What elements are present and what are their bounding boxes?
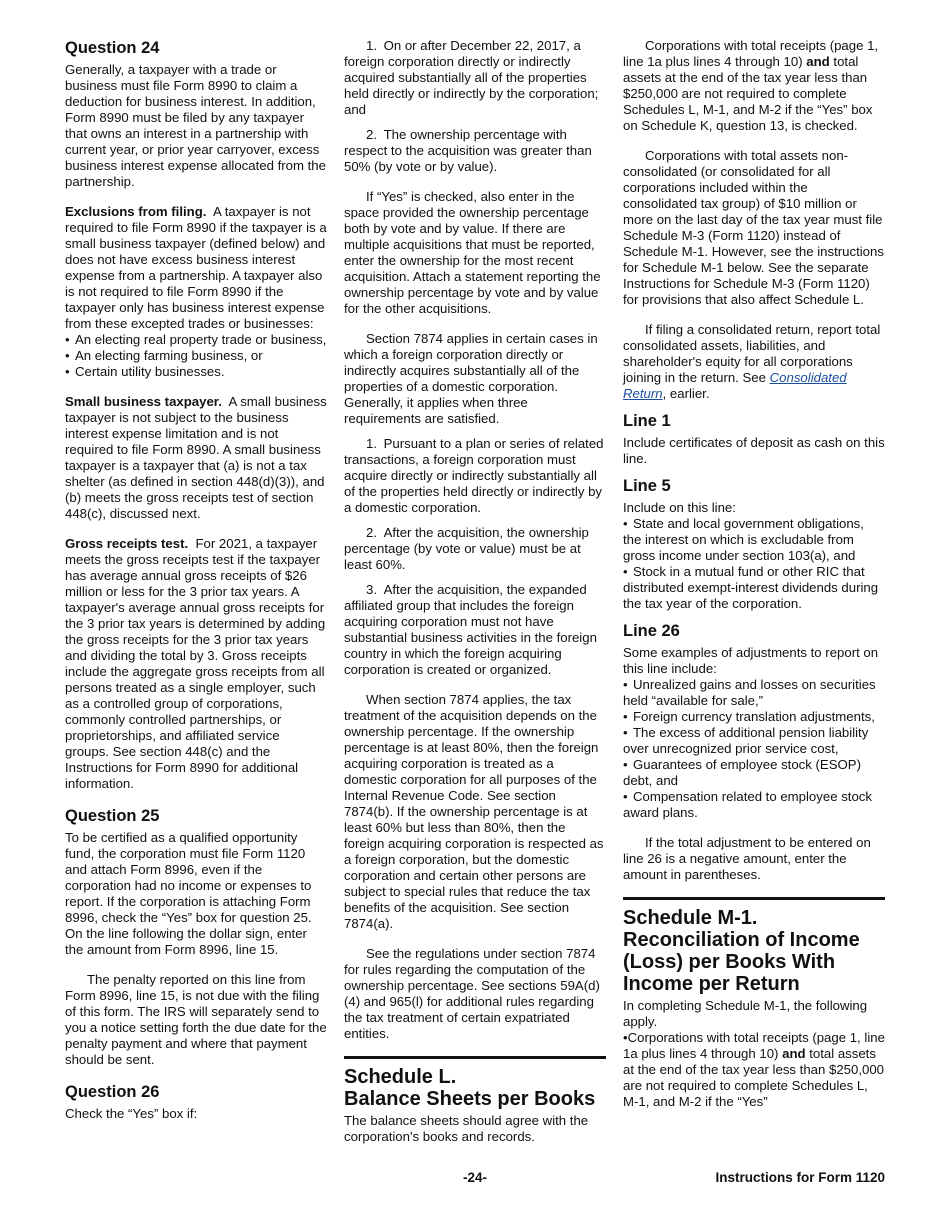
question-25-paragraph: To be certified as a qualified opportunity fund, the corporation must file Form 1120 and attach Form 8996, even if the corporation had no income or expenses to report. If the corporation is attaching Form 8996, check the “Yes” box for question 25. On the line following the dollar sign, enter the amount from Form 8996, line 15. [65,830,312,957]
column-middle [344,38,606,1154]
consolidated-return-link[interactable]: Consolidated Return [623,370,847,401]
requirement-3: 3. After the acquisition, the expanded affiliated group that includes the foreign acquiring corporation must not have substantial business activities in the foreign country in which the foreign acquiring corporation is created or organized. [344,582,597,677]
small-business-paragraph: Small business taxpayer. A small business taxpayer is not subject to the business interest expense limitation and is not required to file Form 8990. A small business taxpayer is a taxpayer that (a) is not a tax shelter (as defined in section 448(d)(3)), and (b) meets the gross receipts test of section 448(c), discussed next. [65,394,327,521]
condition-item-1: 1. On or after December 22, 2017, a foreign corporation directly or indirectly acquired substantially all of the properties held directly or indirectly by the corporation; and [344,38,599,117]
list-item: • Guarantees of employee stock (ESOP) debt, and [623,757,861,788]
requirement-1: 1. Pursuant to a plan or series of related transactions, a foreign corporation must acquire directly or indirectly substantially all of the properties held directly or indirectly by a domestic corporation. [344,436,604,515]
large-corporations-paragraph: Corporations with total assets non-consolidated (or consolidated for all corporations included within the consolidated tax group) of $10 million or more on the last day of the tax year must file Schedule M-3 (Form 1120) instead of Schedule M-1. However, see the instructions for Schedule M-1 below. See the separate Instructions for Schedule M-3 (Form 1120) for provisions that also affect Schedule L. [623,148,884,307]
consolidated-return-paragraph: If filing a consolidated return, report total consolidated assets, liabilities, and shareholder's equity for all corporations joining in the return. See Consolidated Return, earlier. [623,322,881,401]
list-item: • Stock in a mutual fund or other RIC that distributed exempt-interest dividends during the tax year of the corporation. [623,564,879,611]
column-left [65,38,327,1131]
list-item: • Unrealized gains and losses on securities held “available for sale,” [623,677,876,708]
list-item: • Foreign currency translation adjustments, [623,709,875,724]
line-26-paragraph: Some examples of adjustments to report on this line include: [623,645,879,676]
schedule-l-section [344,1056,606,1145]
column-right [623,38,885,1119]
section-7874-treatment-paragraph: When section 7874 applies, the tax treatment of the acquisition depends on the ownership percentage. If the ownership percentage is at least 80%, then the foreign acquiring corporation is treated as a domestic corporation for all purposes of the Internal Revenue Code. See section 7874(b). If the ownership percentage is at least 60% but less than 80%, then the foreign acquiring corporation is respected as a foreign corporation, but the domestic corporation and certain other persons are subject to special rules that reduce the tax benefits of the acquisition. See section 7874(a). [344,692,604,931]
schedule-m1-title: Schedule M-1. Reconciliation of Income (Loss) per Books With Income per Return [623,907,860,995]
line-5-paragraph: Include on this line: [623,500,736,515]
schedule-l-paragraph: The balance sheets should agree with the corporation's books and records. [344,1113,589,1144]
condition-item-2: 2. The ownership percentage with respect to the acquisition was greater than 50% (by vote or by value). [344,127,592,174]
schedule-l-title: Schedule L. Balance Sheets per Books [344,1066,596,1110]
small-corporations-paragraph: Corporations with total receipts (page 1, line 1a plus lines 4 through 10) and total assets at the end of the tax year less than $250,000 are not required to complete Schedules L, M-1, and M-2 if the “Yes” box on Schedule K, question 13, is checked. [623,38,879,133]
requirement-2: 2. After the acquisition, the ownership percentage (by vote or value) must be at least 60%. [344,525,589,572]
schedule-m1-section [623,897,885,1110]
penalty-paragraph: The penalty reported on this line from Form 8996, line 15, is not due with the filing of this form. The IRS will separately send to you a notice setting forth the due date for the penalty payment and where that payment should be sent. [65,972,327,1067]
list-item: • An electing real property trade or business, [65,332,327,347]
line-26-heading: Line 26 [623,622,680,640]
schedule-m1-paragraph: In completing Schedule M-1, the following apply. [623,998,868,1029]
line-1-paragraph: Include certificates of deposit as cash on this line. [623,435,885,466]
section-7874-paragraph: Section 7874 applies in certain cases in which a foreign corporation directly or indirectly acquires substantially all of the properties of a domestic corporation. Generally, it applies when three requirements are satisfied. [344,331,598,426]
gross-receipts-label: Gross receipts test. [65,536,189,551]
line-26-list [623,677,885,821]
question-25-heading: Question 25 [65,807,160,825]
schedule-m1-bullet: •Corporations with total receipts (page 1, line 1a plus lines 4 through 10) and total assets at the end of the tax year less than $250,000 are not required to complete Schedules L, M-1, and M-2 if the “Yes” [623,1030,885,1109]
exclusions-label: Exclusions from filing. [65,204,207,219]
question-26-paragraph: Check the “Yes” box if: [65,1106,198,1121]
line-1-heading: Line 1 [623,412,671,430]
page-number: -24- [462,1170,487,1185]
regulations-paragraph: See the regulations under section 7874 for rules regarding the computation of the ownership percentage. See sections 59A(d)(4) and 965(l) for additional rules regarding the tax treatment of certain expatriated entities. [344,946,600,1041]
list-item: • An electing farming business, or [65,348,263,363]
question-24-heading: Question 24 [65,39,160,57]
exclusions-paragraph [65,204,327,332]
list-item: • Certain utility businesses. [65,364,225,379]
small-business-label: Small business taxpayer. [65,394,222,409]
line-5-heading: Line 5 [623,477,671,495]
yes-checked-paragraph: If “Yes” is checked, also enter in the space provided the ownership percentage both by vote and by value. If there are multiple acquisitions that must be reported, enter the ownership for the most recent acquisition. Attach a statement reporting the ownership percentage by vote and by value for the other acquisitions. [344,189,601,316]
list-item: • State and local government obligations, the interest on which is excludable from gross income under section 103(a), and [623,516,864,563]
footer-form-title: Instructions for Form 1120 [715,1170,885,1185]
list-item: • The excess of additional pension liability over unrecognized prior service cost, [623,725,869,756]
list-item: • Compensation related to employee stock award plans. [623,789,872,820]
gross-receipts-paragraph: Gross receipts test. For 2021, a taxpayer meets the gross receipts test if the taxpayer has average annual gross receipts of $26 million or less for the 3 prior tax years. A taxpayer's average annual gross receipts for the 3 prior tax years is determined by adding the gross receipts for the 3 prior tax years and dividing the total by 3. Gross receipts include the aggregate gross receipts from all persons treated as a single employer, such as a controlled group of corporations, commonly controlled partnerships, or proprietorships, and affiliated service groups. See section 448(c) and the Instructions for Form 8990 for additional information. [65,536,326,791]
negative-amount-paragraph: If the total adjustment to be entered on line 26 is a negative amount, enter the amount in parentheses. [623,835,871,882]
exclusions-text: A taxpayer is not required to file Form 8990 if the taxpayer is a small business taxpayer (defined below) and does not have excess business interest expense from a partnership. A taxpayer also is not required to file Form 8990 if the taxpayer only has business interest expense from these excepted trades or businesses: [65,204,327,331]
question-26-heading: Question 26 [65,1083,160,1101]
exclusions-list [65,332,327,380]
question-24-paragraph: Generally, a taxpayer with a trade or business must file Form 8990 to claim a deduction for business interest. In addition, Form 8990 must be filed by any taxpayer that owns an interest in a partnership with current year, or prior year carryover, excess business interest expense allocated from the partnership. [65,62,326,189]
line-5-list [623,516,885,612]
